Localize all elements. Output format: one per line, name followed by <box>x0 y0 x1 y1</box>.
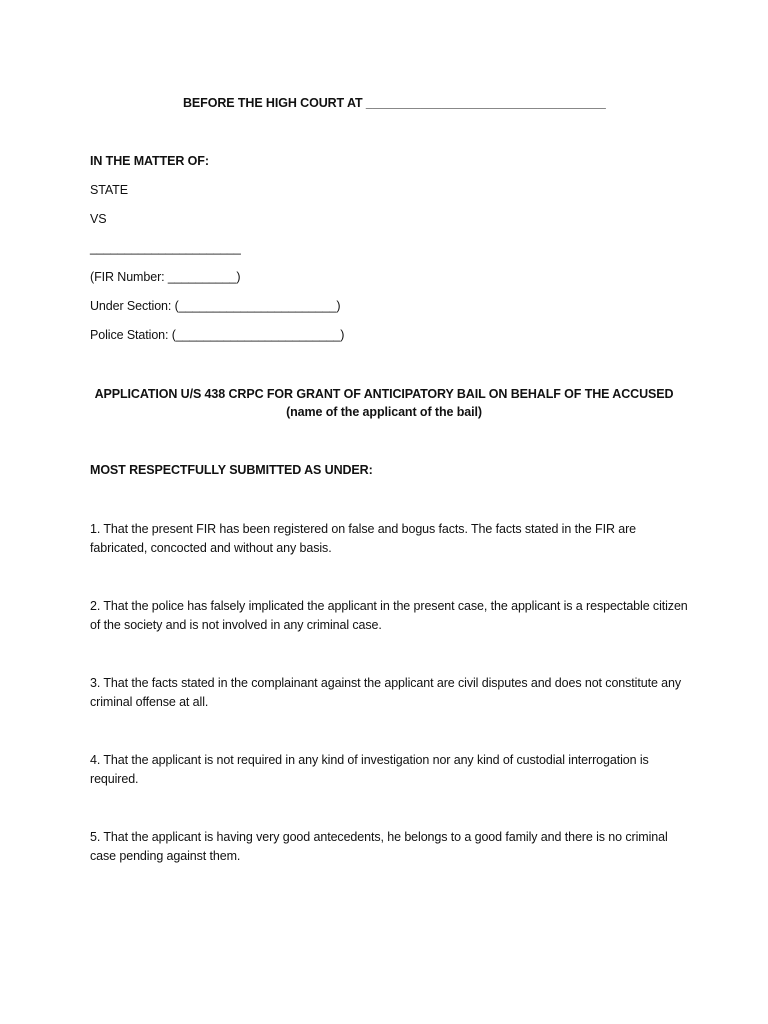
submission-heading: MOST RESPECTFULLY SUBMITTED AS UNDER: <box>90 463 373 477</box>
court-heading: BEFORE THE HIGH COURT AT ___________________________________ <box>183 96 606 110</box>
paragraph-2: 2. That the police has falsely implicated the applicant in the present case, the applicant is a respectable citizen of the society and is not involved in any criminal case. <box>90 599 688 632</box>
accused-name-blank: ______________________ <box>90 241 241 255</box>
application-title: APPLICATION U/S 438 CRPC FOR GRANT OF ANTICIPATORY BAIL ON BEHALF OF THE ACCUSED (name of the applicant of the bail) <box>94 387 674 419</box>
paragraph-5: 5. That the applicant is having very good antecedents, he belongs to a good family and there is no criminal case pending against them. <box>90 830 668 863</box>
party-state: STATE <box>90 183 128 197</box>
versus-label: VS <box>90 212 107 226</box>
paragraph-4: 4. That the applicant is not required in any kind of investigation nor any kind of custodial interrogation is required. <box>90 753 649 786</box>
paragraph-3: 3. That the facts stated in the complainant against the applicant are civil disputes and does not constitute any criminal offense at all. <box>90 676 682 709</box>
fir-number-field: (FIR Number: __________) <box>90 270 241 284</box>
under-section-field: Under Section: (_______________________) <box>90 299 341 313</box>
police-station-field: Police Station: (________________________) <box>90 328 345 342</box>
paragraph-1: 1. That the present FIR has been registered on false and bogus facts. The facts stated in the FIR are fabricated, concocted and without any basis. <box>90 522 637 555</box>
in-the-matter-of-heading: IN THE MATTER OF: <box>90 154 209 168</box>
